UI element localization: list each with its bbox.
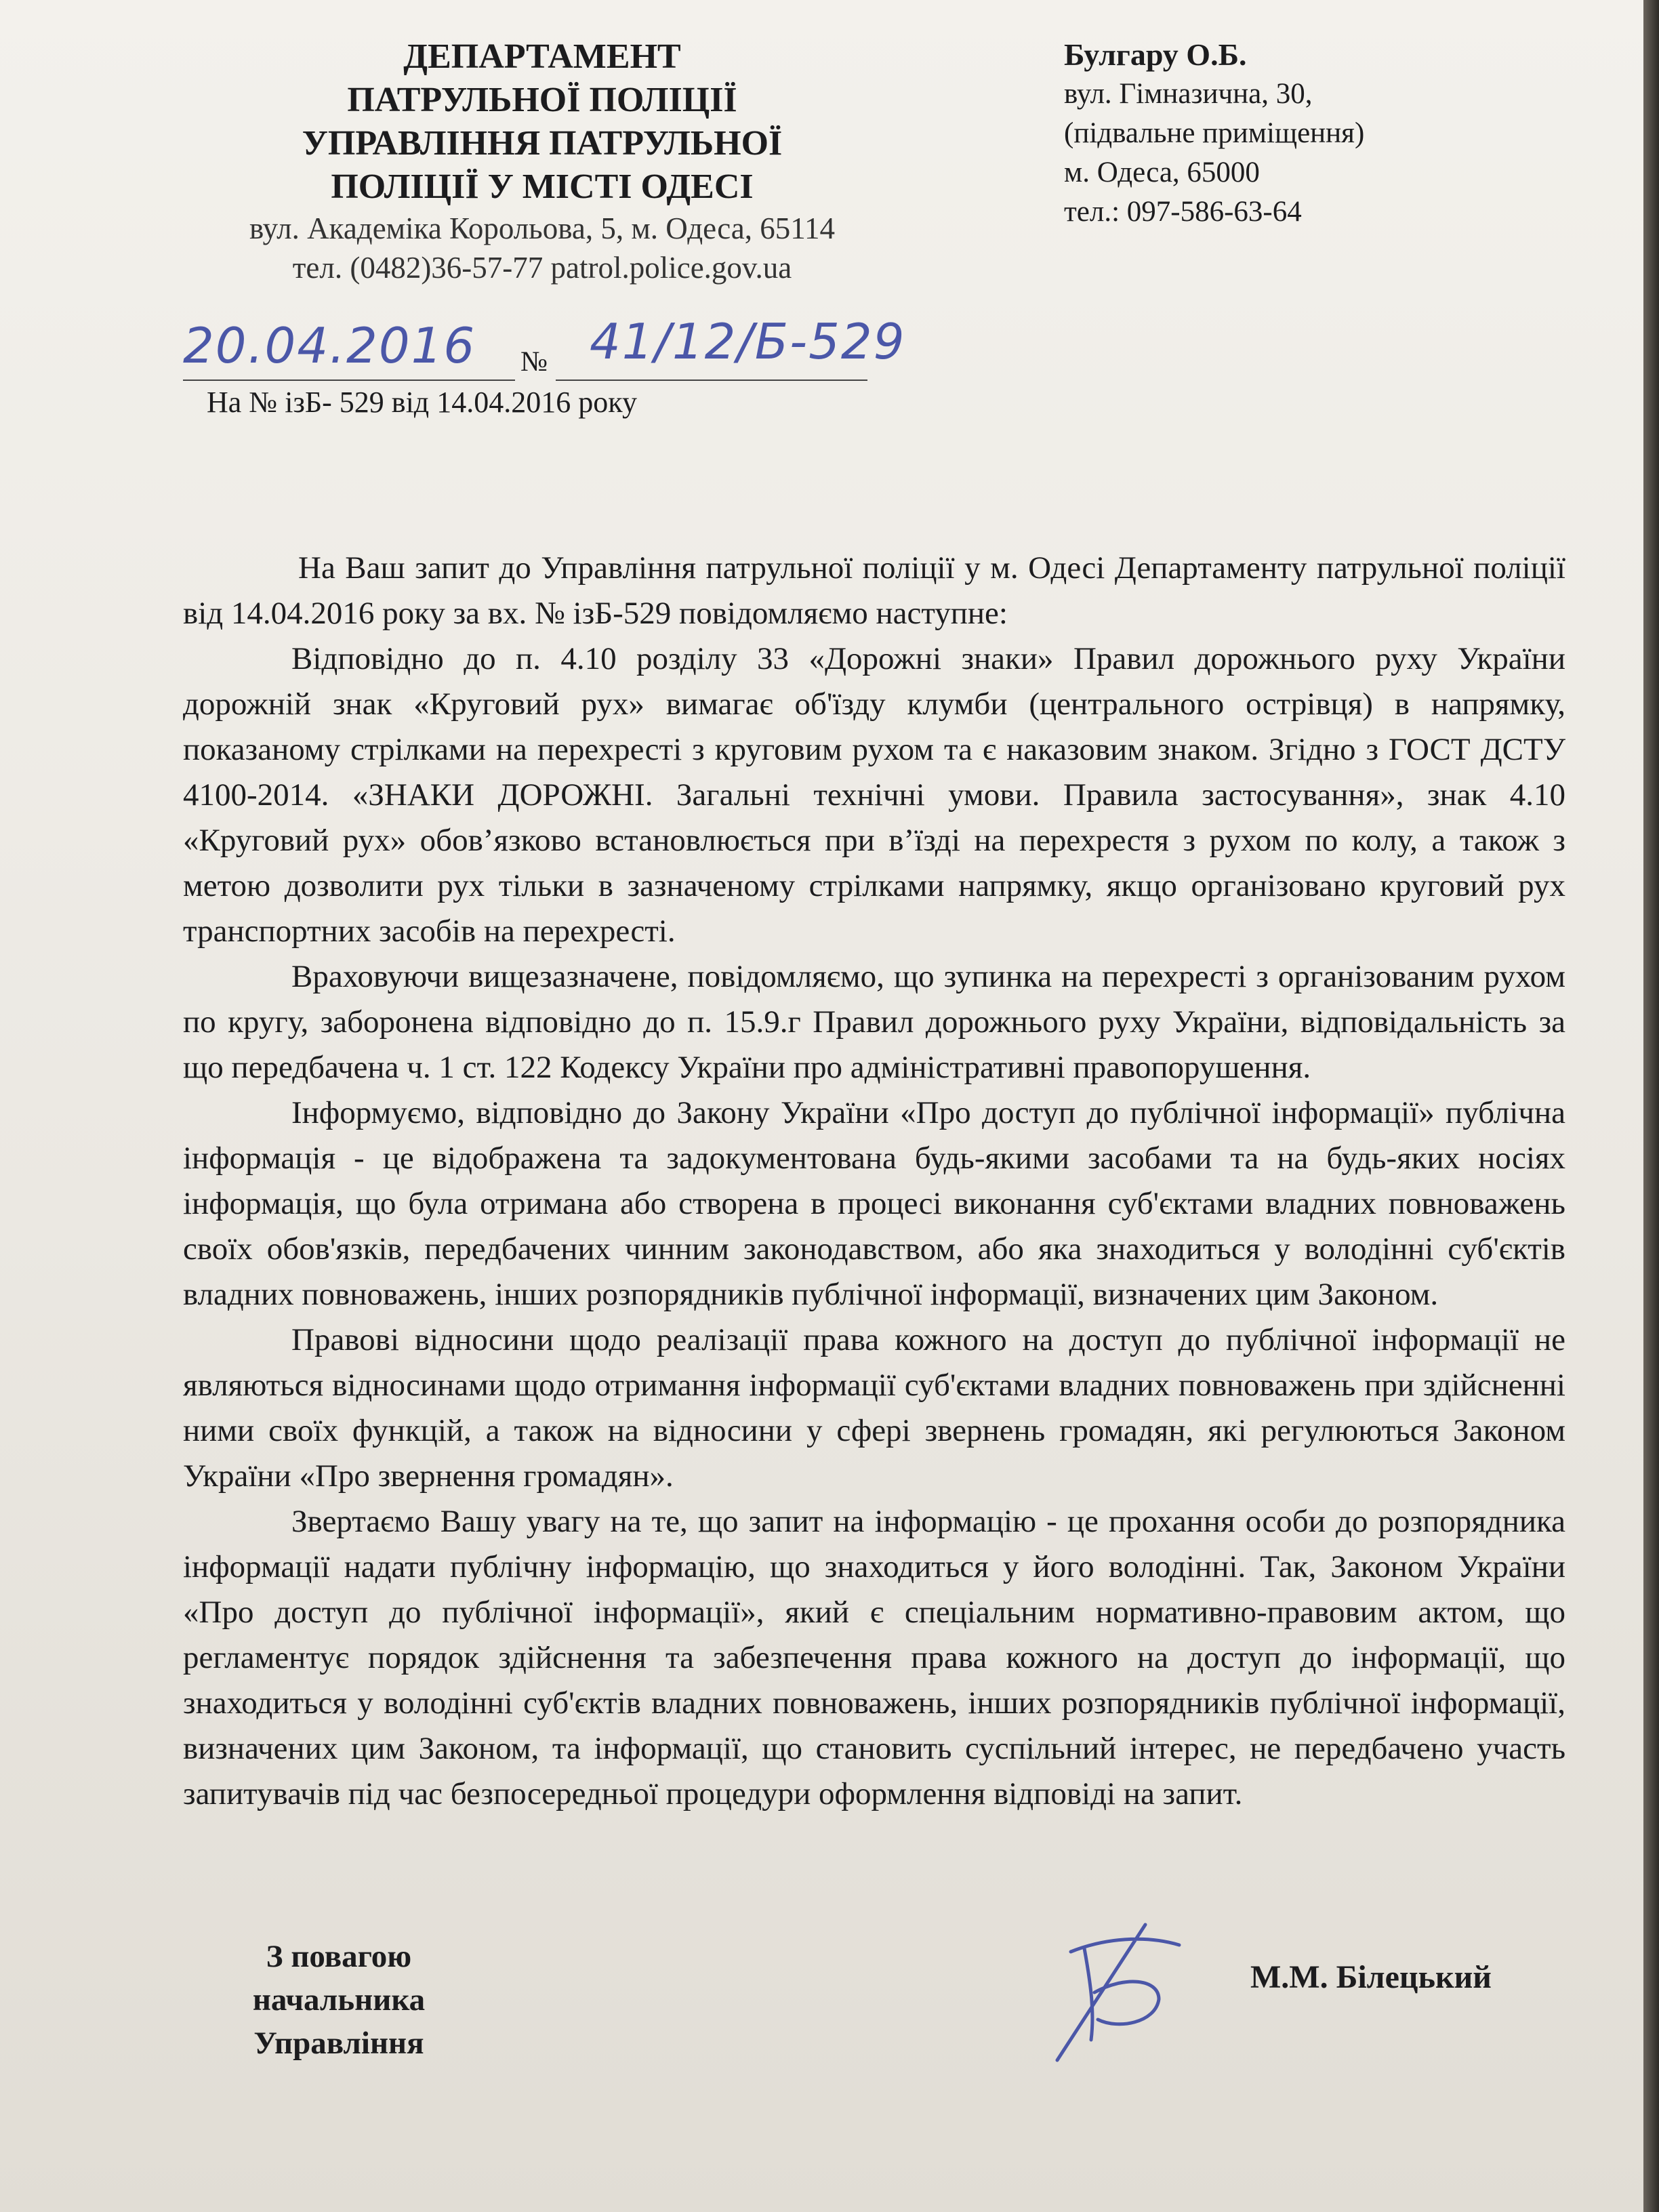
closing-block <box>169 1935 508 2065</box>
page-edge-shadow <box>1643 0 1659 2212</box>
recipient-phone: тел.: 097-586-63-64 <box>1064 196 1302 228</box>
number-sign: № <box>520 346 548 377</box>
outgoing-date: 20.04.2016 <box>183 317 476 374</box>
body-paragraph: Звертаємо Вашу увагу на те, що запит на інформацію - це прохання особи до розпорядника інформації надати публічну інформацію, що знаходиться у його володінні. Так, Законом України «Про доступ до публічної інформації», який є спеціальним нормативно-правовим актом, що регламентує порядок здійснення та забезпечення права кожного на доступ до інформації, що знаходиться у володінні суб'єктів владних повноважень, інших розпорядників публічної інформації, визначених цим Законом, та інформації, що становить суспільний інтерес, не передбачено участь запитувачів під час безпосередньої процедури оформлення відповіді на запит. <box>183 1504 1565 1811</box>
letter-body <box>183 546 1565 1817</box>
body-paragraph: Інформуємо, відповідно до Закону України «Про доступ до публічної інформації» публічна інформація - це відображена та задокументована будь-якими засобами та на будь-яких носіях інформація, що була отримана або створена в процесі виконання суб'єктами владних повноважень своїх обов'язків, передбачених чинним законодавством, або яка знаходиться у володінні суб'єктів владних повноважень, інших розпорядників публічної інформації, визначених цим Законом. <box>183 1095 1565 1312</box>
recipient-name: Булгару О.Б. <box>1064 37 1247 72</box>
closing-position: начальника Управління <box>252 1982 426 2061</box>
body-paragraph: Правові відносини щодо реалізації права кожного на доступ до публічної інформації не являються відносинами щодо отримання інформації суб'єктами владних повноважень при здійсненні ними своїх функцій, а також на відносини у сфері звернень громадян, які регулюються Законом України «Про звернення громадян». <box>183 1322 1565 1494</box>
closing-greeting: З повагою <box>266 1939 412 1974</box>
body-paragraph: Враховуючи вищезазначене, повідомляємо, що зупинка на перехресті з організованим рухом по кругу, заборонена відповідно до п. 15.9.г Правил дорожнього руху України, відповідальність за що передбачена ч. 1 ст. 122 Кодексу України про адміністративні правопорушення. <box>183 959 1565 1085</box>
outgoing-number: 41/12/Б-529 <box>590 313 906 370</box>
sender-contacts: тел. (0482)36-57-77 patrol.police.gov.ua <box>292 251 792 285</box>
body-paragraph: Відповідно до п. 4.10 розділу 33 «Дорожні знаки» Правил дорожнього руху України дорожній знак «Круговий рух» вимагає об'їзду клумби (центрального острівця) в напрямку, показаному стрілками на перехресті з круговим рухом та є наказовим знаком. Згідно з ГОСТ ДСТУ 4100-2014. «ЗНАКИ ДОРОЖНІ. Загальні технічні умови. Правила застосування», знак 4.10 «Круговий рух» обов’язково встановлюється при в’їзді на перехрестя з рухом по колу, а також з метою дозволити рух тільки в зазначеному стрілками напрямку, якщо організовано круговий рух транспортних засобів на перехресті. <box>183 641 1565 949</box>
recipient-street: вул. Гімназична, 30, <box>1064 78 1313 110</box>
recipient-block <box>1064 35 1364 232</box>
sender-block <box>190 35 895 287</box>
reference-line: На № ізБ- 529 від 14.04.2016 року <box>207 386 637 419</box>
date-underline <box>183 380 515 381</box>
sender-dept-line: УПРАВЛІННЯ ПАТРУЛЬНОЇ <box>302 124 783 163</box>
recipient-note: (підвальне приміщення) <box>1064 117 1365 149</box>
signer-name: М.М. Білецький <box>1250 1959 1492 1995</box>
recipient-city: м. Одеса, 65000 <box>1064 157 1260 188</box>
number-underline <box>556 380 867 381</box>
sender-dept-line: ДЕПАРТАМЕНТ <box>403 37 681 76</box>
sender-dept-line: ПАТРУЛЬНОЇ ПОЛІЦІЇ <box>347 81 737 119</box>
body-paragraph: На Ваш запит до Управління патрульної поліції у м. Одесі Департаменту патрульної поліції від 14.04.2016 року за вх. № ізБ-529 повідомляємо наступне: <box>183 550 1565 631</box>
handwritten-signature <box>1044 1911 1233 2067</box>
sender-dept-line: ПОЛІЦІЇ У МІСТІ ОДЕСІ <box>331 167 754 206</box>
sender-address: вул. Академіка Корольова, 5, м. Одеса, 65114 <box>249 211 836 245</box>
